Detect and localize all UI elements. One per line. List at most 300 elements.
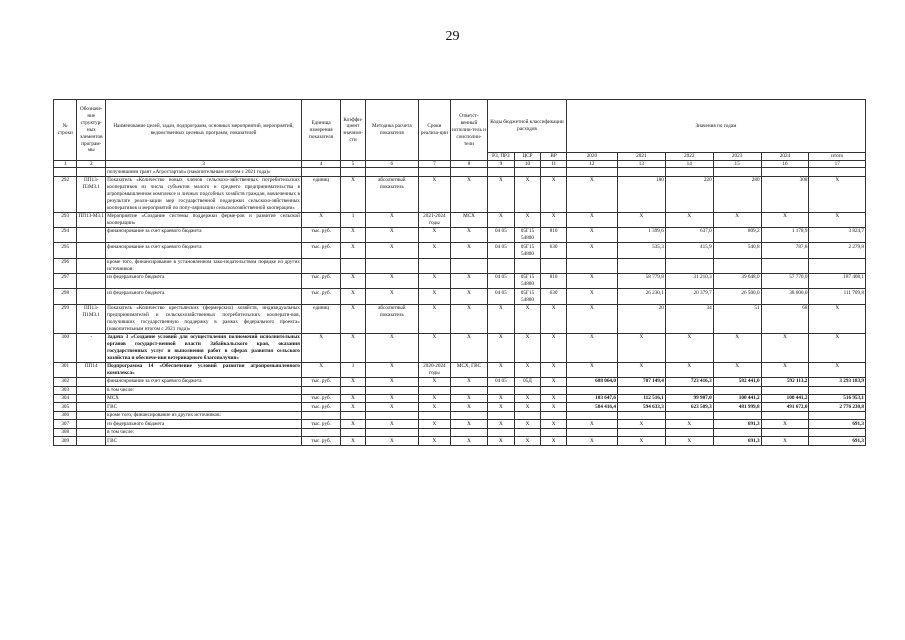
header-subcolumn: РЗ, ПРЗ xyxy=(488,153,515,161)
table-cell xyxy=(365,411,418,419)
table-cell: X xyxy=(450,274,487,289)
table-cell: X xyxy=(301,362,340,377)
table-cell: 688 064,0 xyxy=(566,378,617,386)
table-cell: X xyxy=(617,362,665,377)
table-cell: 2021-2024 годы xyxy=(418,212,450,227)
table-cell xyxy=(77,274,106,289)
table-cell: X xyxy=(450,403,487,411)
table-cell: 809,2 xyxy=(713,228,761,243)
table-cell: тыс. руб. xyxy=(301,243,340,258)
table-cell: Показатель «Количество крестьянских (фермерских) хозяйств, индивидуальных предпринимателей и сельскохозяйственных потребительских кооперати-вов, получивших государственную поддержку в рамках федерального проекта» (накопительным итогом с 2021 года)» xyxy=(107,304,300,332)
table-cell xyxy=(566,258,617,273)
table-cell: X xyxy=(488,333,515,362)
table-cell xyxy=(514,168,541,176)
table-cell xyxy=(541,168,567,176)
table-cell xyxy=(541,258,567,273)
table-cell: 04 05 xyxy=(488,289,515,304)
table-cell xyxy=(566,386,617,394)
table-cell: X xyxy=(418,420,450,428)
table-cell: X xyxy=(617,212,665,227)
table-cell: 111 709,8 xyxy=(809,289,866,304)
table-cell: X xyxy=(301,333,340,362)
table-cell xyxy=(541,428,567,436)
table-cell: 68 xyxy=(761,304,809,333)
table-cell: X xyxy=(301,212,340,227)
table-row xyxy=(54,437,866,445)
table-cell xyxy=(761,258,809,273)
table-cell xyxy=(450,386,487,394)
table-cell xyxy=(761,168,809,176)
table-cell: X xyxy=(541,378,567,386)
table-cell: X xyxy=(514,437,541,445)
table-cell: X xyxy=(365,420,418,428)
table-cell xyxy=(341,258,365,273)
table-cell: 05Г15 54800 xyxy=(514,243,541,258)
table-cell: 294 xyxy=(54,228,77,243)
table-cell xyxy=(301,168,340,176)
table-cell: 691,3 xyxy=(809,420,866,428)
table-cell xyxy=(617,411,665,419)
table-cell xyxy=(617,428,665,436)
table-cell xyxy=(77,437,106,445)
table-cell: X xyxy=(665,362,713,377)
table-cell: 20 379,7 xyxy=(665,289,713,304)
table-cell: X xyxy=(365,333,418,362)
table-cell xyxy=(488,428,515,436)
table-cell xyxy=(541,411,567,419)
page-number: 29 xyxy=(445,29,460,44)
table-cell: 293 xyxy=(54,212,77,227)
table-cell: 810 xyxy=(541,274,567,289)
column-number: 14 xyxy=(665,161,713,168)
table-cell xyxy=(665,428,713,436)
table-row xyxy=(54,378,866,386)
table-row xyxy=(54,420,866,428)
table-cell xyxy=(418,428,450,436)
table-cell: X xyxy=(365,394,418,402)
table-cell: X xyxy=(341,289,365,304)
table-cell: тыс. руб. xyxy=(301,228,340,243)
header-executor: Ответст-венный исполни-тель и соисполни-тели xyxy=(450,100,487,161)
table-cell: X xyxy=(488,437,515,445)
table-cell: X xyxy=(541,333,567,362)
table-cell: 103 647,6 xyxy=(566,394,617,402)
table-cell: X xyxy=(713,362,761,377)
table-cell: 630 xyxy=(541,243,567,258)
table-cell: 691,3 xyxy=(809,437,866,445)
table-cell: X xyxy=(665,437,713,445)
table-row xyxy=(54,333,866,362)
header-unit: Единица измерения показателя xyxy=(301,100,340,161)
program-table xyxy=(53,99,866,446)
table-cell: X xyxy=(665,212,713,227)
table-cell: единиц xyxy=(301,304,340,333)
table-cell xyxy=(541,386,567,394)
table-cell: X xyxy=(450,228,487,243)
header-subcolumn: 2024 xyxy=(761,153,809,161)
table-header xyxy=(54,100,866,168)
table-cell: 05Д xyxy=(514,378,541,386)
table-row xyxy=(54,411,866,419)
column-number: 1 xyxy=(54,161,77,168)
table-cell xyxy=(301,386,340,394)
table-row xyxy=(54,386,866,394)
table-cell xyxy=(617,168,665,176)
table-cell: X xyxy=(450,394,487,402)
table-cell xyxy=(365,386,418,394)
table-cell xyxy=(809,386,866,394)
table-cell: 308 xyxy=(761,176,809,212)
header-budget-codes: Коды бюджетной классификации расходов xyxy=(488,100,567,153)
table-cell: ПП13-П3М3.1 xyxy=(77,176,106,212)
table-cell: X xyxy=(488,304,515,333)
table-cell: X xyxy=(514,420,541,428)
table-cell: X xyxy=(365,437,418,445)
table-cell: 305 xyxy=(54,403,77,411)
table-cell: 26 500,0 xyxy=(713,289,761,304)
table-cell: Задача 3 «Создание условий для осуществления полномочий исполнительных органов государст-венной власти Забайкальского края, оказания государственных услуг и выполнения работ в сферах развития сельского хозяйства и обеспече-ния ветеринарного благополучия» xyxy=(107,334,300,361)
table-cell: X xyxy=(617,437,665,445)
table-cell: Показатель «Количество новых членов сельскохо-зяйственных потребительских кооперативов из числа субъектов малого и среднего предпринимательства в агропромышленном комплексе и личных подсобных хозяйств граждан, вовлеченных в результате реали-зации мер государственной поддержки сельскохо-зяйственных кооперативов и мероприятий по попу-ляризации сельскохозяйственной кооперации» xyxy=(107,177,300,211)
table-cell: абсолютный показатель xyxy=(365,304,418,333)
table-cell: X xyxy=(541,437,567,445)
table-cell: ГВС xyxy=(106,403,302,411)
table-cell: X xyxy=(341,228,365,243)
column-number: 13 xyxy=(617,161,665,168)
table-cell: X xyxy=(418,394,450,402)
table-cell: 51 xyxy=(713,304,761,333)
table-cell xyxy=(341,168,365,176)
table-cell: X xyxy=(665,333,713,362)
table-cell: X xyxy=(566,274,617,289)
header-subcolumn: 2020 xyxy=(566,153,617,161)
table-row xyxy=(54,274,866,289)
table-cell: X xyxy=(488,394,515,402)
table-cell: X xyxy=(365,403,418,411)
table-cell: X xyxy=(566,333,617,362)
table-cell: 112 516,1 xyxy=(617,394,665,402)
table-cell: X xyxy=(761,212,809,227)
table-cell xyxy=(77,228,106,243)
table-cell: 810 xyxy=(541,228,567,243)
header-subcolumn: итого xyxy=(809,153,866,161)
table-cell xyxy=(418,168,450,176)
table-cell xyxy=(514,411,541,419)
column-number: 8 xyxy=(450,161,487,168)
table-cell: X xyxy=(761,333,809,362)
header-subcolumn: 2022 xyxy=(665,153,713,161)
table-cell: X xyxy=(488,212,515,227)
table-row xyxy=(54,243,866,258)
table-cell: 630 xyxy=(541,289,567,304)
table-row xyxy=(54,212,866,227)
table-cell: тыс. руб. xyxy=(301,420,340,428)
header-subcolumn: 2023 xyxy=(713,153,761,161)
table-cell xyxy=(365,258,418,273)
table-cell: 04 05 xyxy=(488,243,515,258)
table-cell: X xyxy=(488,176,515,212)
table-cell: 623 509,3 xyxy=(665,403,713,411)
table-cell: X xyxy=(566,437,617,445)
table-cell xyxy=(617,258,665,273)
table-cell: 280 xyxy=(713,176,761,212)
table-cell xyxy=(450,428,487,436)
table-cell: 1 178,9 xyxy=(761,228,809,243)
table-cell: X xyxy=(514,394,541,402)
table-cell: X xyxy=(541,176,567,212)
table-cell: ГВС xyxy=(106,437,302,445)
table-cell: 592 113,2 xyxy=(761,378,809,386)
table-cell: в том числе: xyxy=(106,428,302,436)
table-row xyxy=(54,176,866,212)
table-cell xyxy=(77,403,106,411)
table-cell xyxy=(809,258,866,273)
table-cell: X xyxy=(541,403,567,411)
table-row xyxy=(54,394,866,402)
table-cell: X xyxy=(541,394,567,402)
table-cell: X xyxy=(566,362,617,377)
column-number: 10 xyxy=(514,161,541,168)
table-body xyxy=(54,168,866,445)
table-cell: 100 441,2 xyxy=(713,394,761,402)
table-cell: X xyxy=(566,289,617,304)
table-cell xyxy=(665,258,713,273)
header-subcolumn: ВР xyxy=(541,153,567,161)
table-cell xyxy=(488,258,515,273)
table-cell: X xyxy=(341,420,365,428)
table-cell xyxy=(77,420,106,428)
table-cell: 691,3 xyxy=(713,437,761,445)
table-cell: 304 xyxy=(54,394,77,402)
table-cell: тыс. руб. xyxy=(301,378,340,386)
table-cell: 31 210,3 xyxy=(665,274,713,289)
table-cell: 05Г15 54800 xyxy=(514,289,541,304)
table-cell: 3 824,7 xyxy=(809,228,866,243)
table-cell: из федерального бюджета xyxy=(106,274,302,289)
table-cell: 297 xyxy=(54,274,77,289)
table-cell: X xyxy=(809,176,866,212)
table-cell: X xyxy=(365,362,418,377)
table-cell xyxy=(488,411,515,419)
table-cell xyxy=(809,411,866,419)
table-cell: X xyxy=(365,378,418,386)
table-cell xyxy=(665,168,713,176)
table-cell: тыс. руб. xyxy=(301,437,340,445)
table-cell: 299 xyxy=(54,304,77,333)
table-cell: X xyxy=(341,403,365,411)
table-cell: 582 441,0 xyxy=(713,378,761,386)
table-cell: 540,8 xyxy=(713,243,761,258)
column-number: 9 xyxy=(488,161,515,168)
column-numbers-row xyxy=(54,161,866,168)
column-number: 11 xyxy=(541,161,567,168)
table-cell: 691,3 xyxy=(713,420,761,428)
table-cell xyxy=(761,428,809,436)
column-number: 5 xyxy=(341,161,365,168)
table-cell: X xyxy=(418,403,450,411)
table-cell: 298 xyxy=(54,289,77,304)
table-cell: 415,9 xyxy=(665,243,713,258)
table-row xyxy=(54,428,866,436)
table-cell: X xyxy=(566,176,617,212)
table-cell: X xyxy=(514,176,541,212)
table-cell xyxy=(341,386,365,394)
table-cell: 303 xyxy=(54,386,77,394)
table-cell: единиц xyxy=(301,176,340,212)
table-cell xyxy=(54,168,77,176)
table-cell: X xyxy=(450,437,487,445)
table-cell: получившими грант «Агростартап» (накопительным итогом с 2021 года)» xyxy=(106,168,302,176)
table-cell xyxy=(301,411,340,419)
table-cell: X xyxy=(450,333,487,362)
table-cell: 100 441,2 xyxy=(761,394,809,402)
table-cell: X xyxy=(341,274,365,289)
table-cell: X xyxy=(365,243,418,258)
table-cell: 26 230,1 xyxy=(617,289,665,304)
table-cell: X xyxy=(566,304,617,333)
table-cell: 594 633,3 xyxy=(617,403,665,411)
table-cell xyxy=(341,411,365,419)
table-cell: X xyxy=(450,420,487,428)
table-cell xyxy=(418,258,450,273)
table-cell xyxy=(301,428,340,436)
table-cell: X xyxy=(365,289,418,304)
table-cell: X xyxy=(541,304,567,333)
column-number: 16 xyxy=(761,161,809,168)
table-cell: ПП14 xyxy=(77,362,106,377)
table-cell: X xyxy=(450,243,487,258)
table-cell xyxy=(418,411,450,419)
column-number: 2 xyxy=(77,161,106,168)
table-cell xyxy=(365,168,418,176)
table-cell: X xyxy=(450,176,487,212)
table-cell: 20 xyxy=(617,304,665,333)
column-number: 4 xyxy=(301,161,340,168)
table-cell xyxy=(418,386,450,394)
column-number: 17 xyxy=(809,161,866,168)
table-cell xyxy=(713,168,761,176)
table-cell: тыс. руб. xyxy=(301,394,340,402)
table-cell: 491 672,0 xyxy=(761,403,809,411)
table-cell xyxy=(665,411,713,419)
table-cell: 535,3 xyxy=(617,243,665,258)
table-cell: МСХ xyxy=(450,212,487,227)
table-cell: тыс. руб. xyxy=(301,403,340,411)
table-cell: X xyxy=(713,333,761,362)
table-cell: X xyxy=(418,289,450,304)
table-cell xyxy=(761,411,809,419)
table-cell: 34 xyxy=(665,304,713,333)
table-cell xyxy=(809,428,866,436)
table-cell xyxy=(713,428,761,436)
table-cell: 2020-2024 годы xyxy=(418,362,450,377)
table-cell xyxy=(713,258,761,273)
table-cell xyxy=(488,386,515,394)
table-cell: X xyxy=(514,304,541,333)
table-cell: X xyxy=(809,333,866,362)
table-cell: 516 953,1 xyxy=(809,394,866,402)
table-cell: 307 xyxy=(54,420,77,428)
table-cell xyxy=(77,428,106,436)
table-cell: 1 399,6 xyxy=(617,228,665,243)
table-cell: в том числе: xyxy=(106,386,302,394)
header-structural-element: Обозначе-ние структур-ных элементов програм-мы xyxy=(77,100,106,161)
table-cell: X xyxy=(809,362,866,377)
table-cell: X xyxy=(341,243,365,258)
table-cell xyxy=(713,411,761,419)
table-cell: 04 05 xyxy=(488,228,515,243)
table-cell: X xyxy=(665,420,713,428)
header-subcolumn: ЦСР xyxy=(514,153,541,161)
table-cell: 302 xyxy=(54,378,77,386)
table-cell: ПП13-М3.1 xyxy=(77,212,106,227)
table-cell xyxy=(77,394,106,402)
table-cell: 187 408,1 xyxy=(809,274,866,289)
header-method: Методика расчета показателя xyxy=(365,100,418,161)
table-cell xyxy=(341,428,365,436)
table-cell: X xyxy=(514,333,541,362)
table-cell xyxy=(617,386,665,394)
table-cell: МСХ xyxy=(106,394,302,402)
table-cell: X xyxy=(514,403,541,411)
table-row xyxy=(54,258,866,273)
table-cell: 1 xyxy=(341,212,365,227)
table-cell: X xyxy=(365,228,418,243)
table-cell xyxy=(77,378,106,386)
table-cell: X xyxy=(418,176,450,212)
column-number: 15 xyxy=(713,161,761,168)
table-cell: Мероприятие «Создание системы поддержки ферме-ров и развитие сельской кооперации» xyxy=(107,213,300,226)
table-cell: 57 770,0 xyxy=(761,274,809,289)
table-cell: кроме того, финансирование в установленном зако-нодательством порядке из других источников: xyxy=(107,259,300,272)
table-cell: X xyxy=(341,394,365,402)
table-cell: X xyxy=(761,362,809,377)
table-cell: X xyxy=(418,437,450,445)
table-cell: X xyxy=(341,176,365,212)
table-cell xyxy=(566,428,617,436)
table-cell: X xyxy=(617,333,665,362)
table-cell: 584 416,4 xyxy=(566,403,617,411)
table-cell: 58 779,8 xyxy=(617,274,665,289)
table-cell xyxy=(665,386,713,394)
column-number: 7 xyxy=(418,161,450,168)
table-cell: X xyxy=(341,333,365,362)
table-cell: X xyxy=(418,333,450,362)
table-cell: 296 xyxy=(54,258,77,273)
table-cell: 220 xyxy=(665,176,713,212)
table-cell: X xyxy=(761,437,809,445)
table-cell: тыс. руб. xyxy=(301,274,340,289)
header-coefficient: Коэффи-циент значимо-сти xyxy=(341,100,365,161)
table-cell xyxy=(450,411,487,419)
table-cell: X xyxy=(450,289,487,304)
table-cell: тыс. руб. xyxy=(301,289,340,304)
table-row xyxy=(54,403,866,411)
table-cell: кроме того, финансирование из других источников: xyxy=(106,411,302,419)
table-row xyxy=(54,289,866,304)
table-cell: 787,8 xyxy=(761,243,809,258)
table-cell: 04 05 xyxy=(488,274,515,289)
table-cell xyxy=(77,243,106,258)
table-cell: X xyxy=(809,304,866,333)
table-cell: X xyxy=(566,243,617,258)
table-cell xyxy=(713,386,761,394)
table-cell: X xyxy=(488,403,515,411)
table-row xyxy=(54,228,866,243)
table-cell: 05Г15 54800 xyxy=(514,274,541,289)
table-cell xyxy=(77,386,106,394)
table-cell xyxy=(809,168,866,176)
